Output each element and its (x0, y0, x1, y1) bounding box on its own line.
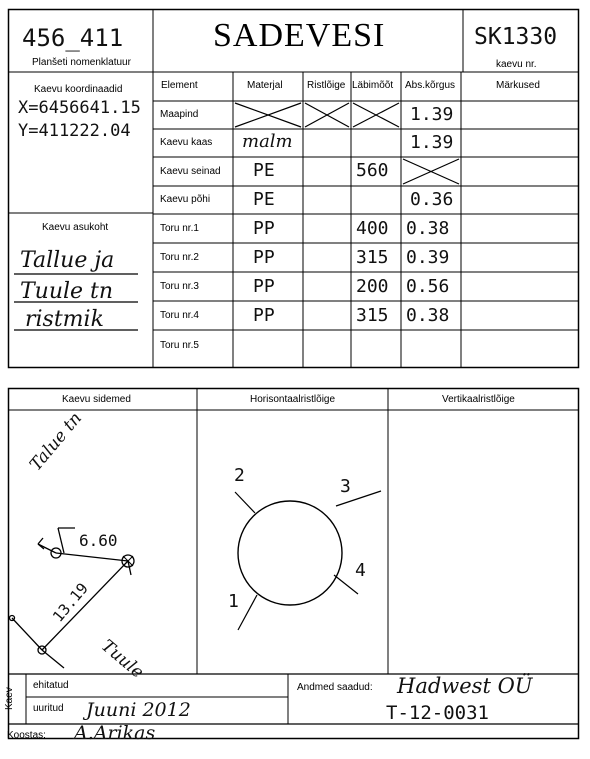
row-abs-value: 0.39 (406, 247, 450, 268)
row-element-label: Toru nr.1 (160, 223, 199, 234)
col-header-diameter: Läbimõõt (352, 80, 394, 91)
row-abs-value: 1.39 (410, 104, 454, 125)
data-from-label: Andmed saadud: (297, 682, 373, 693)
row-element-label: Toru nr.2 (160, 252, 199, 263)
coordinates-label: Kaevu koordinaadid (34, 84, 123, 95)
row-element-label: Kaevu kaas (160, 137, 213, 148)
col-header-material: Materjal (247, 80, 283, 91)
row-element-label: Toru nr.3 (160, 281, 199, 292)
surveyed-label: uuritud (33, 703, 64, 714)
row-abs-value: 0.38 (406, 305, 450, 326)
row-diameter-value: 315 (356, 247, 389, 268)
coordinate-y-value: Y=411222.04 (18, 121, 131, 141)
location-line-3: ristmik (25, 307, 104, 332)
row-material-value: PP (253, 305, 275, 326)
sheet-nomenclature-value: 456_411 (22, 24, 124, 52)
horizontal-section-label: Horisontaalristlõige (250, 394, 336, 405)
row-diameter-value: 400 (356, 218, 389, 239)
col-header-cross-section: Ristlõige (307, 80, 346, 91)
sketch-distance: 13.19 (49, 579, 92, 626)
row-abs-value: 0.56 (406, 276, 450, 297)
row-material-value: PP (253, 218, 275, 239)
location-label: Kaevu asukoht (42, 222, 109, 233)
sketch-elevation: 6.60 (79, 531, 118, 550)
location-line-2: Tuule tn (20, 279, 114, 304)
pipe-number-2: 2 (234, 465, 245, 486)
row-abs-value: 0.36 (410, 189, 454, 210)
col-header-notes: Märkused (496, 80, 540, 91)
well-number-value: SK1330 (474, 24, 558, 50)
sketch-street-1: Talue tn (26, 408, 87, 475)
pipe-number-4: 4 (355, 560, 366, 581)
sketch-street-2: Tuule (97, 636, 148, 683)
pipe-number-3: 3 (340, 476, 351, 497)
location-line-1: Tallue ja (20, 248, 115, 273)
row-material-value: PP (253, 247, 275, 268)
col-header-element: Element (161, 80, 198, 91)
row-material-value: PP (253, 276, 275, 297)
built-label: ehitatud (33, 680, 69, 691)
row-material-value: malm (242, 131, 293, 152)
sheet-nomenclature-label: Planšeti nomenklatuur (32, 57, 131, 68)
author-value: A.Arikas (74, 722, 156, 744)
coordinate-x-value: X=6456641.15 (18, 98, 141, 118)
vertical-section-label: Vertikaalristlõige (442, 394, 515, 405)
surveyed-value: Juuni 2012 (86, 699, 191, 721)
col-header-abs-height: Abs.kõrgus (405, 80, 456, 91)
row-material-value: PE (253, 189, 275, 210)
row-diameter-value: 315 (356, 305, 389, 326)
row-diameter-value: 200 (356, 276, 389, 297)
well-number-label: kaevu nr. (496, 59, 537, 70)
page-title: SADEVESI (213, 17, 386, 54)
footer-side-label: Kaev (4, 687, 15, 710)
row-element-label: Toru nr.5 (160, 340, 199, 351)
row-material-value: PE (253, 160, 275, 181)
row-abs-value: 0.38 (406, 218, 450, 239)
pipe-number-1: 1 (228, 591, 239, 612)
row-abs-value: 1.39 (410, 132, 454, 153)
row-diameter-value: 560 (356, 160, 389, 181)
data-from-value: Hadwest OÜ (397, 674, 533, 698)
row-element-label: Toru nr.4 (160, 310, 199, 321)
row-element-label: Maapind (160, 109, 199, 120)
document-number: T-12-0031 (386, 702, 489, 724)
author-label: Koostas: (7, 730, 46, 741)
row-element-label: Kaevu seinad (160, 166, 221, 177)
row-element-label: Kaevu põhi (160, 194, 211, 205)
links-section-label: Kaevu sidemed (62, 394, 131, 405)
